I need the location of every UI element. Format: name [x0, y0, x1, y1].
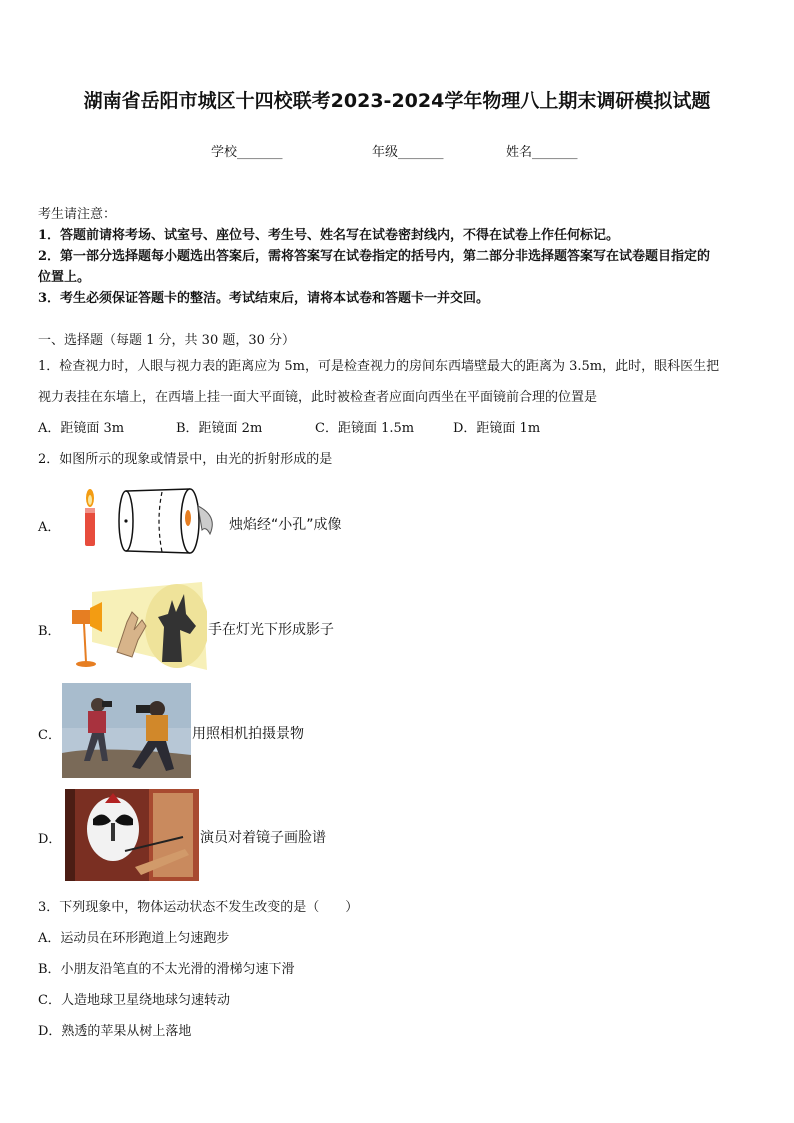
q2-option-c-caption: 用照相机拍摄景物 — [192, 726, 304, 742]
notice-item-2-cont: 位置上。 — [38, 270, 91, 285]
q1-option-c: C．距镜面 1.5m — [315, 421, 415, 436]
notice-item-2: 2．第一部分选择题每小题选出答案后，需将答案写在试卷指定的括号内，第二部分非选择题答案写在试卷题目指定的 — [38, 249, 711, 264]
school-field: 学校_______ — [211, 145, 283, 160]
notice-item-3: 3．考生必须保证答题卡的整洁。考试结束后，请将本试卷和答题卡一并交回。 — [38, 291, 490, 306]
notice-heading: 考生请注意： — [38, 207, 117, 222]
q3-option-c: C．人造地球卫星绕地球匀速转动 — [38, 993, 230, 1008]
hand-shadow-figure — [72, 582, 207, 670]
q3-stem: 3．下列现象中，物体运动状态不发生改变的是（ ） — [38, 900, 359, 915]
q2-option-d-letter: D． — [38, 832, 62, 847]
q2-stem: 2．如图所示的现象或情景中，由光的折射形成的是 — [38, 452, 333, 467]
q3-option-b: B．小朋友沿笔直的不太光滑的滑梯匀速下滑 — [38, 962, 295, 977]
q1-option-b: B．距镜面 2m — [176, 421, 263, 436]
q2-option-b-caption: 手在灯光下形成影子 — [208, 622, 334, 638]
q1-option-a: A．距镜面 3m — [38, 421, 125, 436]
page-title: 湖南省岳阳市城区十四校联考2023-2024学年物理八上期末调研模拟试题 — [83, 90, 711, 112]
candle-pinhole-figure — [78, 486, 228, 556]
q1-stem-line2: 视力表挂在东墙上，在西墙上挂一面大平面镜，此时被检查者应面向西坐在平面镜前合理的位置是 — [38, 390, 598, 405]
q3-option-a: A．运动员在环形跑道上匀速跑步 — [38, 931, 230, 946]
grade-field: 年级_______ — [372, 145, 444, 160]
opera-mask-figure — [65, 789, 199, 881]
q2-option-c-letter: C． — [38, 728, 61, 743]
name-field: 姓名_______ — [506, 145, 578, 160]
q2-option-b-letter: B． — [38, 624, 61, 639]
q2-option-a-letter: A． — [38, 520, 61, 535]
q2-option-a-caption: 烛焰经“小孔”成像 — [229, 517, 342, 533]
q3-option-d: D．熟透的苹果从树上落地 — [38, 1024, 192, 1039]
q1-stem-line1: 1．检查视力时，人眼与视力表的距离应为 5m，可是检查视力的房间东西墙壁最大的距离为 3.5m，此时，眼科医生把 — [38, 359, 720, 374]
q2-option-d-caption: 演员对着镜子画脸谱 — [200, 830, 326, 846]
q1-option-d: D．距镜面 1m — [453, 421, 541, 436]
photographers-figure — [62, 683, 191, 778]
section-heading: 一、选择题（每题 1 分，共 30 题，30 分） — [38, 333, 296, 348]
notice-item-1: 1．答题前请将考场、试室号、座位号、考生号、姓名写在试卷密封线内，不得在试卷上作任何标记。 — [38, 228, 620, 243]
